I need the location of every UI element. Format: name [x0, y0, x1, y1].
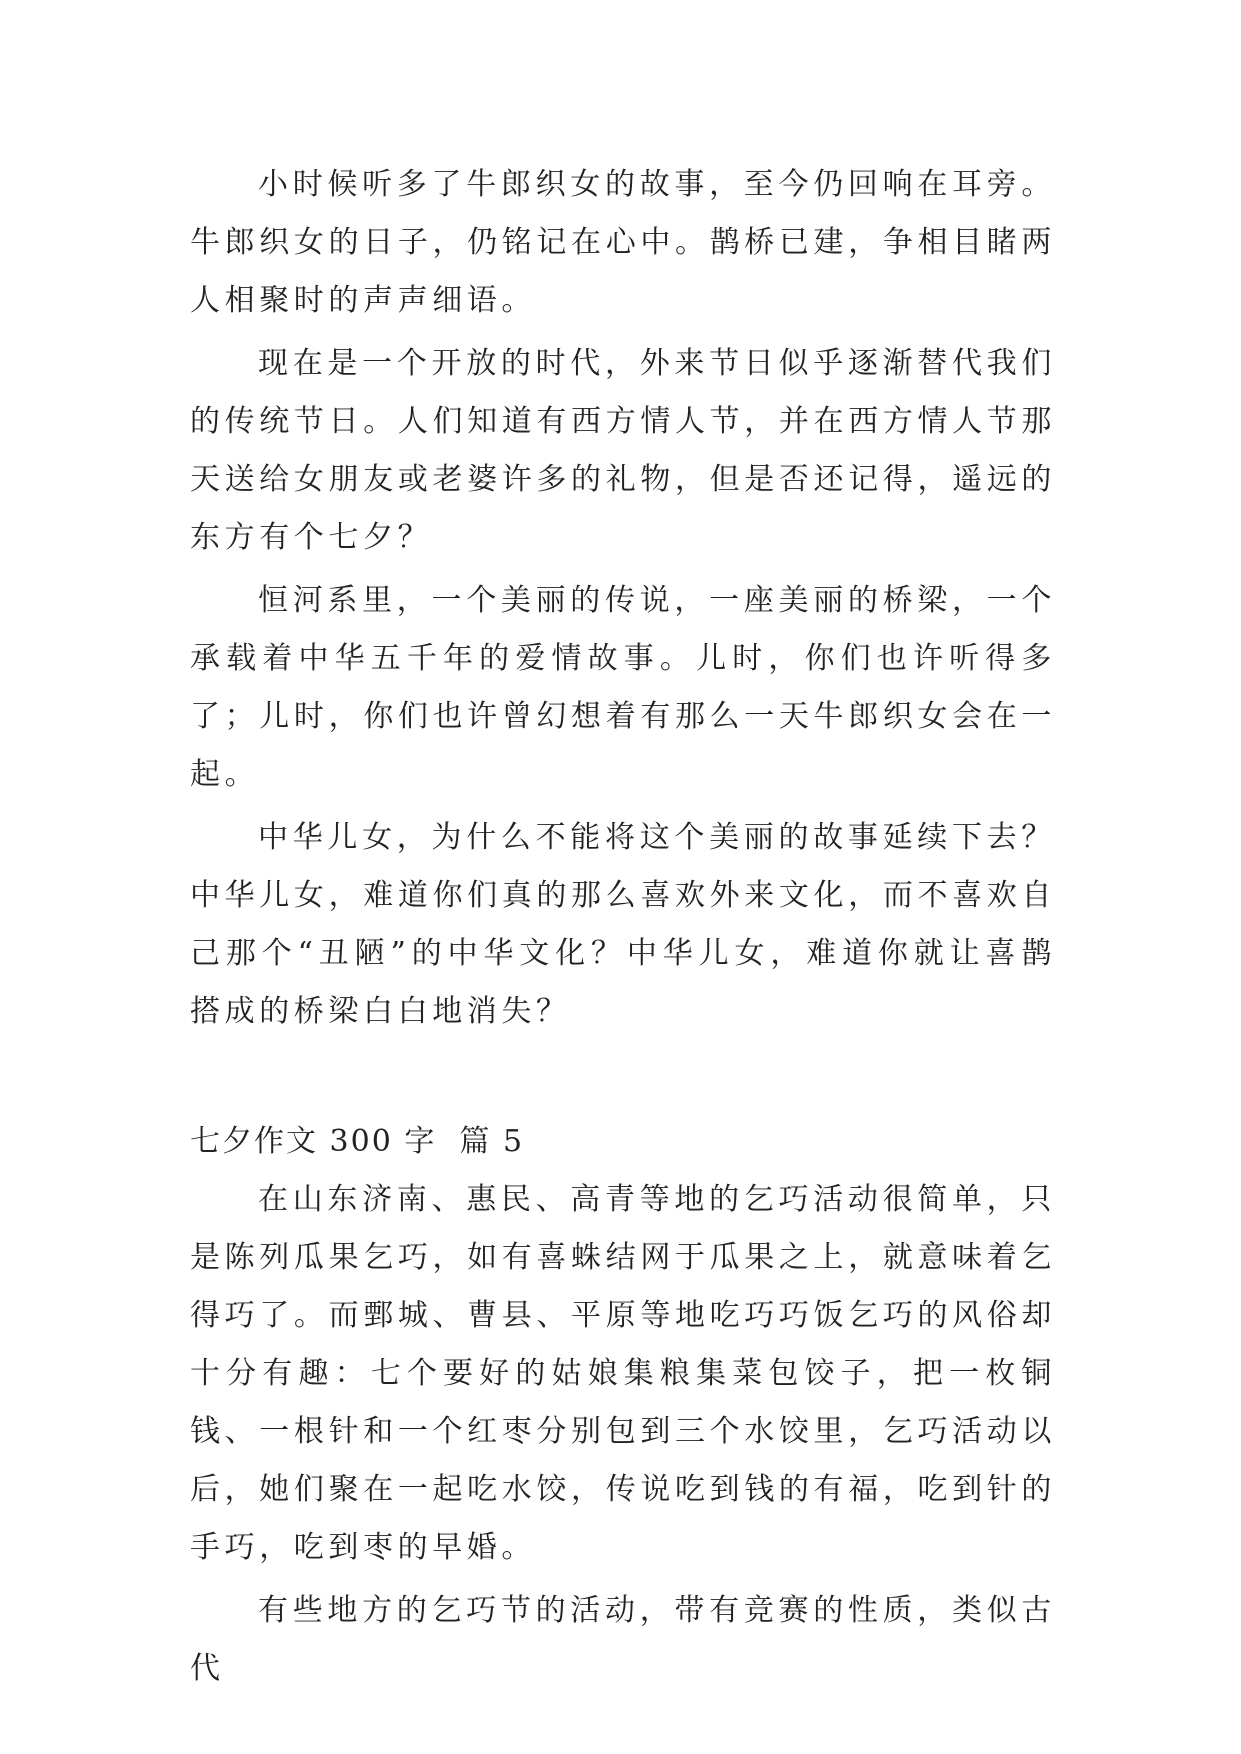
paragraph: 中华儿女，为什么不能将这个美丽的故事延续下去？中华儿女，难道你们真的那么喜欢外来文化，而不喜欢自己那个“丑陋”的中华文化？中华儿女，难道你就让喜鹊搭成的桥梁白白地消失？: [190, 820, 1056, 1029]
paragraph: 恒河系里，一个美丽的传说，一座美丽的桥梁，一个承载着中华五千年的爱情故事。儿时，你们也许听得多了；儿时，你们也许曾幻想着有那么一天牛郎织女会在一起。: [190, 583, 1056, 792]
paragraph: 在山东济南、惠民、高青等地的乞巧活动很简单，只是陈列瓜果乞巧，如有喜蛛结网于瓜果之上，就意味着乞得巧了。而鄄城、曹县、平原等地吃巧巧饭乞巧的风俗却十分有趣：七个要好的姑娘集粮集菜包饺子，把一枚铜钱、一根针和一个红枣分别包到三个水饺里，乞巧活动以后，她们聚在一起吃水饺，传说吃到钱的有福，吃到针的手巧，吃到枣的早婚。: [190, 1182, 1056, 1565]
paragraph: 有些地方的乞巧节的活动，带有竞赛的性质，类似古代: [190, 1593, 1056, 1686]
document-page: [190, 156, 1056, 1703]
paragraph: 现在是一个开放的时代，外来节日似乎逐渐替代我们的传统节日。人们知道有西方情人节，并在西方情人节那天送给女朋友或老婆许多的礼物，但是否还记得，遥远的东方有个七夕？: [190, 346, 1056, 555]
section-title: 七夕作文 300 字 篇 5: [190, 1124, 525, 1159]
paragraph: 小时候听多了牛郎织女的故事，至今仍回响在耳旁。牛郎织女的日子，仍铭记在心中。鹊桥已建，争相目睹两人相聚时的声声细语。: [190, 167, 1056, 318]
